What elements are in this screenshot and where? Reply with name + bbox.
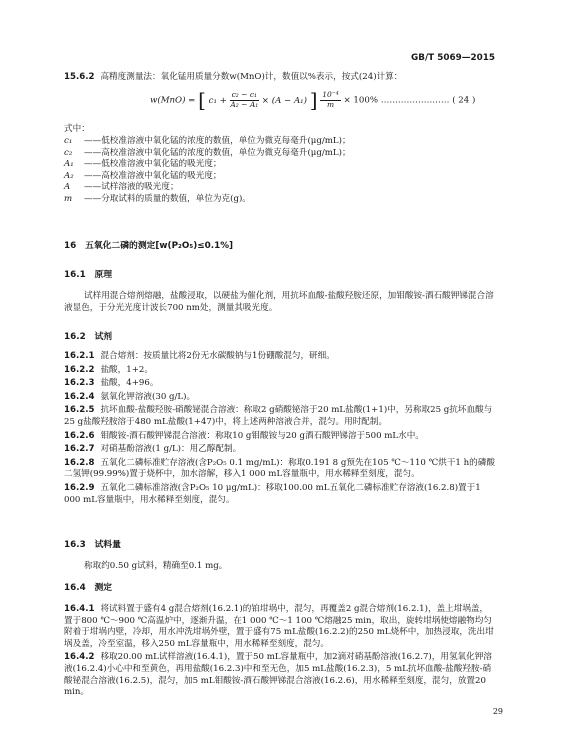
definition-item: c₁ ——低校准溶液中氧化锰的浓度的数值，单位为微克每毫升(μg/mL)； <box>64 136 351 146</box>
clause-15-6-2 <box>64 72 496 84</box>
reagent-item: 16.2.2 盐酸，1+2。 <box>64 364 153 375</box>
reagent-item: 16.2.8 五氧化二磷标准贮存溶液(含P₂O₅ 0.1 mg/mL)：称取0.191 8 g预先在105 ℃～110 ℃烘干1 h的磷酸二氢钾(99.99%)置于烧杯中，加水溶解，移入1 000 mL容量瓶中，用水稀释至刻度，混匀。 <box>64 457 495 480</box>
formula-fraction: $\frac{\text{10⁻⁴}}{m}$ <box>322 90 339 109</box>
reagent-item: 16.2.3 盐酸，4+96。 <box>64 378 159 389</box>
clause-number: 15.6.2 <box>64 72 95 82</box>
procedure-list <box>64 604 496 699</box>
reagent-list <box>64 351 496 508</box>
procedure-item: 16.4.2 移取20.00 mL试样溶液(16.4.1)，置于50 mL容量瓶中，加2滴对硝基酚溶液(16.2.7)，用氢氧化钾溶液(16.2.4)小心中和至黄色，再用盐酸(16.2.3)中和至无色，加5 mL盐酸(16.2.3)，5 mL抗坏血酸-盐酸羟胺-硝酸铋混合溶液(16.2.5)，混匀，加5 mL钼酸铵-酒石酸钾锑混合溶液(16.2.6)，用水稀释至刻度，混匀，放置20 min。 <box>64 652 492 698</box>
definition-item: A₂ ——高校准溶液中氧化锰的吸光度； <box>64 170 222 181</box>
section-16: 16 五氧化二磷的测定[w(P₂O₅)≤0.1%] <box>64 241 234 251</box>
reagent-item: 16.2.9 五氧化二磷标准溶液(含P₂O₅ 10 μg/mL)：移取100.00 mL五氧化二磷标准贮存溶液(16.2.8)置于1 000 mL容量瓶中，用水稀释至刻度，混匀。 <box>64 482 481 505</box>
section-16-2: 16.2 试剂 <box>64 332 113 342</box>
definition-item: A ——试样溶液的吸光度； <box>64 182 179 193</box>
formula-expr: c₁ + $\frac{\text{c₂ − c₁}}{\text{A₂ − A₁}}$ × (A − A₁) <box>208 90 307 109</box>
where-label: 式中： <box>64 124 90 134</box>
reagent-item: 16.2.6 钼酸铵-酒石酸钾锑混合溶液：称取10 g钼酸铵与20 g酒石酸钾锑溶于500 mL水中。 <box>64 430 424 441</box>
standard-number: GB/T 5069—2015 <box>411 53 495 63</box>
reagent-item: 16.2.7 对硝基酚溶液(1 g/L)：用乙醇配制。 <box>64 444 242 455</box>
formula-lhs: w(MnO) = <box>150 95 196 106</box>
reagent-item: 16.2.1 混合熔剂：按质量比将2份无水碳酸钠与1份硼酸混匀，研细。 <box>64 351 335 361</box>
section-16-4: 16.4 测定 <box>64 583 113 593</box>
formula-bracket: [ <box>198 88 206 112</box>
principle-text: 试样用混合熔剂熔融，盐酸浸取，以硬盐为催化剂，用抗坏血酸-盐酸羟胺还原，加钼酸铵-酒石酸钾锑混合溶液显色，于分光光度计波长700 nm处，测量其吸光度。 <box>64 291 494 313</box>
section-16-1: 16.1 原理 <box>64 270 113 280</box>
reagent-item: 16.2.4 氨氧化钾溶液(30 g/L)。 <box>64 391 196 402</box>
sample-amount-text: 称取约0.50 g试料，精确至0.1 mg。 <box>84 561 228 571</box>
page-number: 29 <box>492 707 503 717</box>
formula-24: w(MnO) = [ c₁ + $\frac{\text{c₂ − c₁}}{\text{A₂ − A₁}}$ × (A − A₁) ] $\frac{\text{10⁻⁴}}{m}$ × 100% …………………… ( 24 ) <box>150 88 476 112</box>
definition-item: m ——分取试料的质量的数值，单位为克(g)。 <box>64 193 251 204</box>
clause-text: 高精度测量法：氧化锰用质量分数w(MnO)计，数值以%表示，按式(24)计算： <box>100 72 403 82</box>
definition-list <box>64 136 496 206</box>
formula-rhs: × 100% …………………… ( 24 ) <box>343 95 476 106</box>
definition-item: A₁ ——低校准溶液中氧化锰的吸光度； <box>64 159 222 170</box>
section-16-3: 16.3 试料量 <box>64 540 121 550</box>
procedure-item: 16.4.1 将试料置于盛有4 g混合熔剂(16.2.1)的铂坩埚中，混匀，再覆盖2 g混合熔剂(16.2.1)，盖上坩埚盖，置于800 ℃～900 ℃高温炉中，逐渐升温，在1 000 ℃～1 100 ℃熔融25 min，取出，旋转坩埚使熔融物均匀附着于坩埚内壁，冷却，用水冲洗坩埚外壁，置于盛有75 mL盐酸(16.2.2)的250 mL烧杯中，加热浸取，洗出坩埚及盖，冷至室温，移入250 mL容量瓶中，用水稀释至刻度，混匀。 <box>64 604 494 649</box>
definition-item: c₂ ——高校准溶液中氧化锰的浓度的数值，单位为微克每毫升(μg/mL)； <box>64 147 351 158</box>
reagent-item: 16.2.5 抗坏血酸-盐酸羟胺-硝酸铋混合溶液：称取2 g硝酸铋溶于20 mL盐酸(1+1)中，另称取25 g抗坏血酸与25 g盐酸羟胺溶于480 mL盐酸(1+47)中，将上述两种溶液合并，混匀。用时配制。 <box>64 405 493 427</box>
